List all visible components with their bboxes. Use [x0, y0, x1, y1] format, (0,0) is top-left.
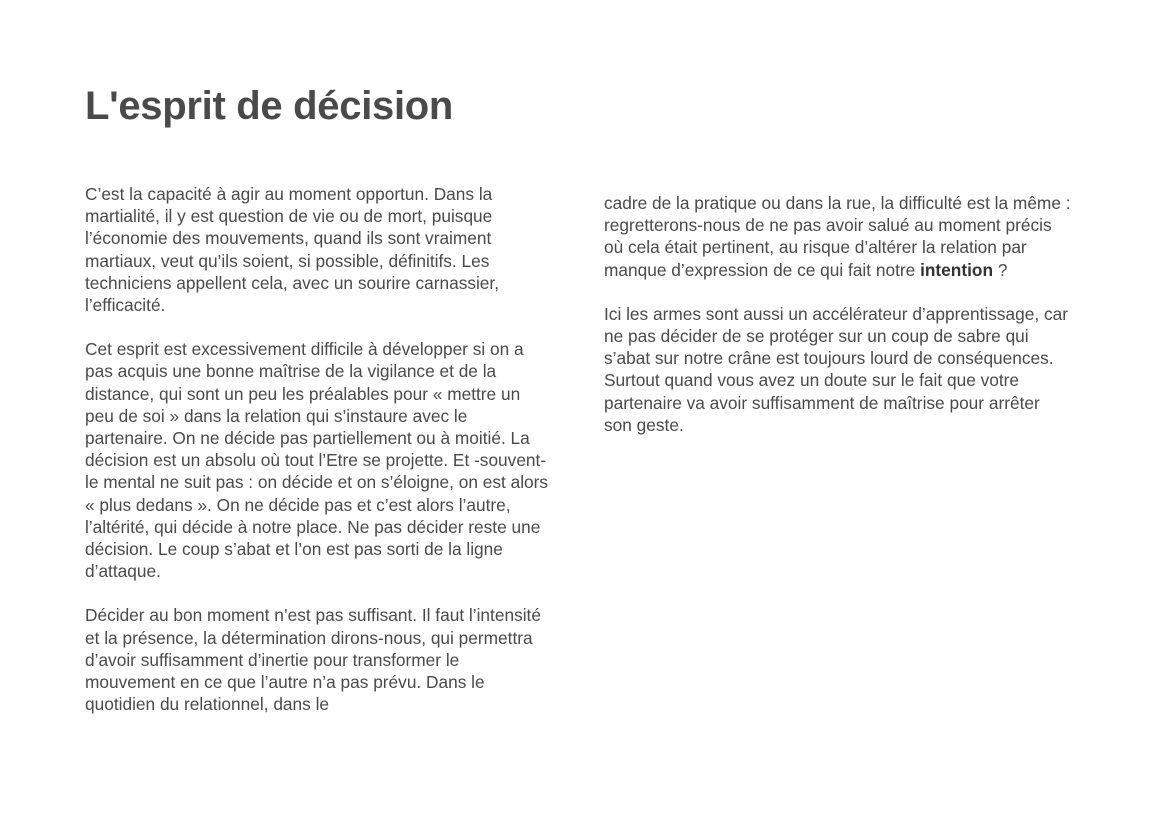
left-column — [85, 183, 553, 737]
paragraph: Cet esprit est excessivement difficile à développer si on a pas acquis une bonne maîtrise de la vigilance et de la distance, qui sont un peu les préalables pour « mettre un peu de soi » dans la relation qui s’instaure avec le partenaire. On ne décide pas partiellement ou à moitié. La décision est un absolu où tout l’Etre se projette. Et -souvent- le mental ne suit pas : on décide et on s’éloigne, on est alors « plus dedans ». On ne décide pas et c’est alors l’autre, l’altérité, qui décide à notre place. Ne pas décider reste une décision. Le coup s’abat et l’on est pas sorti de la ligne d’attaque. — [85, 339, 549, 582]
paragraph-text: ? — [993, 259, 1008, 280]
paragraph — [604, 192, 1072, 281]
paragraph-text: cadre de la pratique ou dans la rue, la difficulté est la même : regretterons-nous de ne pas avoir salué au moment précis où cela était pertinent, au risque d’altérer la relation par manque d’expression de ce qui fait notre — [604, 193, 1071, 280]
emphasis-intention: intention — [920, 259, 994, 280]
paragraph: C’est la capacité à agir au moment opportun. Dans la martialité, il y est question de vie ou de mort, puisque l’économie des mouvements, quand ils sont vraiment martiaux, veut qu’ils soient, si possible, définitifs. Les techniciens appellent cela, avec un sourire carnassier, l’efficacité. — [85, 184, 500, 316]
paragraph: Décider au bon moment n’est pas suffisant. Il faut l’intensité et la présence, la détermination dirons-nous, qui permettra d’avoir suffisamment d’inertie pour transformer le mouvement en ce que l’autre n’a pas prévu. Dans le quotidien du relationnel, dans le — [85, 605, 541, 715]
paragraph: Ici les armes sont aussi un accélérateur d’apprentissage, car ne pas décider de se protéger sur un coup de sabre qui s’abat sur notre crâne est toujours lourd de conséquences. Surtout quand vous avez un doute sur le fait que votre partenaire va avoir suffisamment de maîtrise pour arrêter son geste. — [604, 303, 1068, 435]
right-column — [604, 192, 1072, 458]
page-title: L'esprit de décision — [85, 84, 454, 128]
